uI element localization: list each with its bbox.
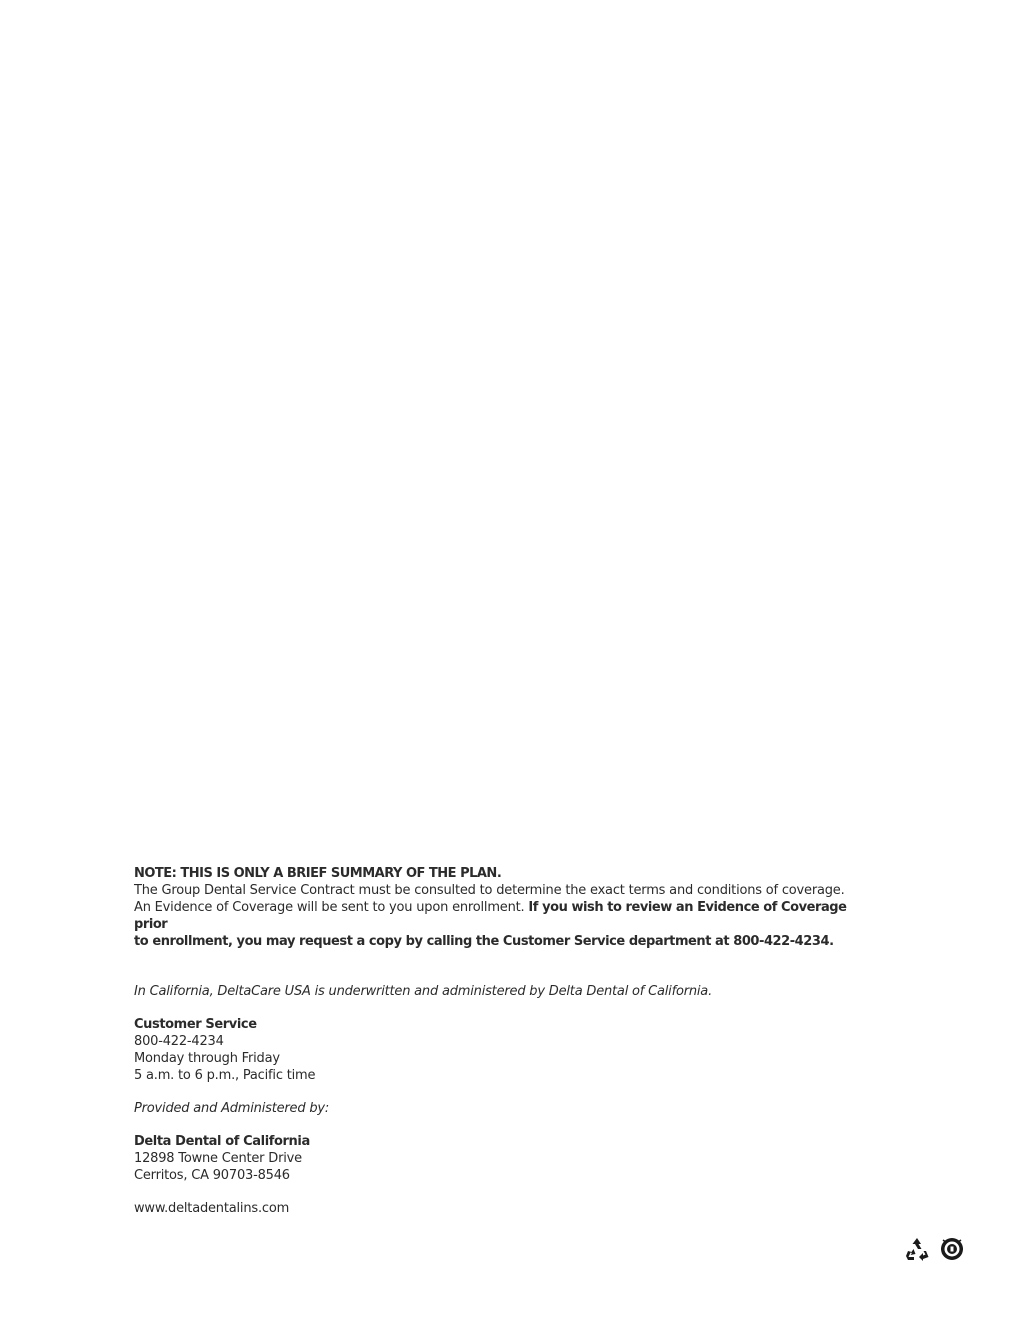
customer-service-phone: 800-422-4234	[134, 1034, 224, 1049]
customer-service-hours: 5 a.m. to 6 p.m., Pacific time	[134, 1068, 316, 1083]
note-line-3: to enrollment, you may request a copy by calling the Customer Service department at 800-422-4234.	[134, 934, 834, 949]
union-bug-icon	[941, 1238, 963, 1260]
footer-emblems	[905, 1235, 965, 1263]
note-line-2-bold: If you wish to review an Evidence of Coverage prior	[134, 900, 847, 932]
company-street: 12898 Towne Center Drive	[134, 1151, 302, 1166]
company-name: Delta Dental of California	[134, 1134, 310, 1149]
note-heading: NOTE: THIS IS ONLY A BRIEF SUMMARY OF THE PLAN.	[134, 866, 502, 881]
customer-service-title: Customer Service	[134, 1017, 257, 1032]
company-address-block	[134, 1133, 874, 1184]
customer-service-days: Monday through Friday	[134, 1051, 280, 1066]
coverage-note	[134, 865, 874, 950]
customer-service-block	[134, 1016, 874, 1084]
note-line-2	[134, 899, 874, 933]
company-city: Cerritos, CA 90703-8546	[134, 1168, 290, 1183]
emblems-svg	[905, 1235, 965, 1263]
website-link[interactable]: www.deltadentalins.com	[134, 1201, 290, 1216]
note-line-2-regular: An Evidence of Coverage will be sent to you upon enrollment.	[134, 900, 529, 915]
document-footer	[134, 865, 874, 1217]
provided-by-label: Provided and Administered by:	[134, 1101, 330, 1116]
note-line-1: The Group Dental Service Contract must be consulted to determine the exact terms and conditions of coverage.	[134, 883, 845, 898]
recycle-icon	[906, 1238, 929, 1261]
underwriter-statement: In California, DeltaCare USA is underwritten and administered by Delta Dental of California.	[134, 984, 713, 999]
